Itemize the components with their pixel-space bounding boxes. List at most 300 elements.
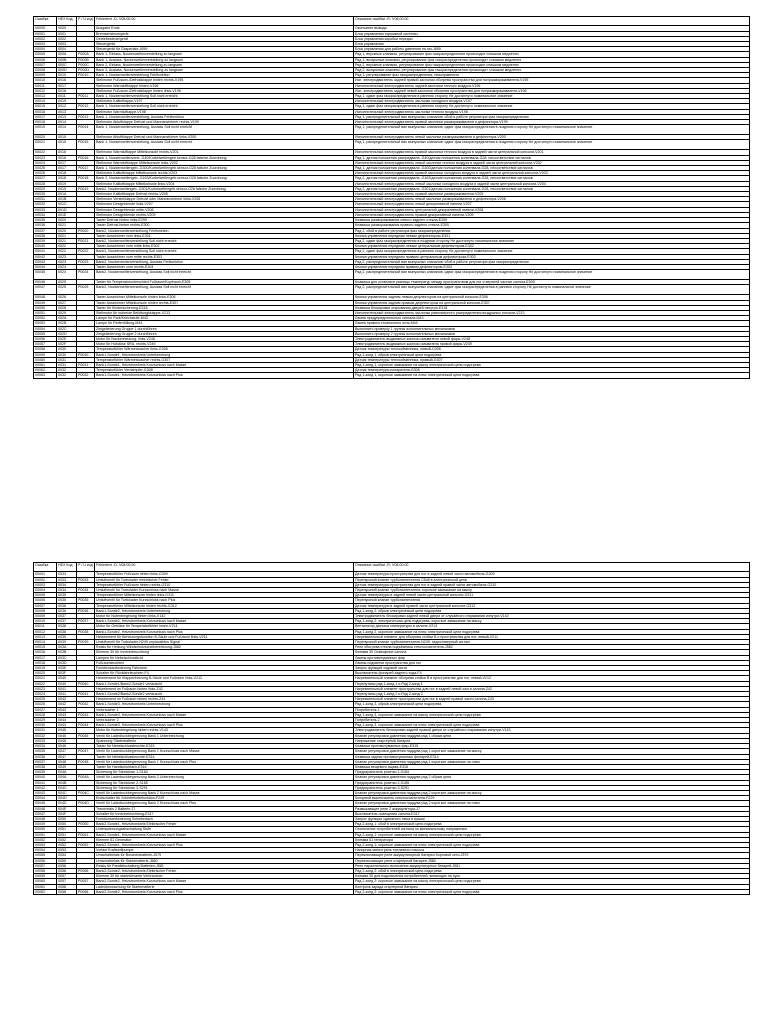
cell-de: Heizelement im Fußraum hinten links-Z42 bbox=[95, 686, 354, 691]
cell-ru: Исполнительный электродвигатель левой декоративной панели-V207 bbox=[354, 202, 750, 207]
cell-de: Taster Ausströmer vorn links-E301 bbox=[95, 233, 354, 238]
cell-hex: 0014 bbox=[57, 120, 77, 125]
cell-code: 00051 bbox=[34, 832, 57, 837]
cell-hex: 0035 bbox=[57, 598, 77, 603]
cell-code: 00013 bbox=[34, 634, 57, 639]
cell-pu: P0030 bbox=[77, 352, 95, 357]
cell-hex: 0039 bbox=[57, 640, 77, 645]
cell-code: 00045 bbox=[34, 270, 57, 280]
cell-ru: Клапан регулировки давления наддува ряд 1 обрыв цепи bbox=[354, 733, 750, 738]
cell-ru: Клавиша блокировки открывания дверей изнутри-E318 bbox=[354, 305, 750, 310]
cell-code: 00047 bbox=[34, 811, 57, 816]
cell-hex: 0030 bbox=[57, 347, 77, 352]
header-ru: Описание ошибки -R- V08.00.00 bbox=[354, 17, 750, 26]
cell-de: Stellmotor Fußraum-/Defrostklappe hinten links-V196 bbox=[95, 88, 354, 93]
cell-de: Lampe für Park/Kriechstufe-M43 bbox=[95, 316, 354, 321]
cell-code: 00043 bbox=[34, 259, 57, 264]
cell-code: 00024 bbox=[34, 160, 57, 165]
cell-ru: Перепускной клапан турбонагнетателя bbox=[354, 598, 750, 603]
table-row bbox=[34, 373, 750, 378]
cell-hex: 0046 bbox=[57, 738, 77, 743]
cell-code: 00021 bbox=[34, 140, 57, 150]
cell-pu: P0057 bbox=[77, 879, 95, 884]
cell-de: Bank 1, Nockenwellenverst.-G40/Kurbelwellengeb.sensor-G28 falsche Zuordnung bbox=[95, 155, 354, 160]
cell-pu: P0011 bbox=[77, 94, 95, 99]
header-code: Ошибка bbox=[34, 17, 57, 26]
cell-hex: 002D bbox=[57, 331, 77, 336]
cell-code: 00019 bbox=[34, 125, 57, 135]
cell-hex: 0015 bbox=[57, 135, 77, 140]
cell-ru: Перепутаны ряд 1-зонд 2 и Ряд 2-зонд 2 bbox=[354, 692, 750, 697]
cell-de: Temperaturfühler Mittelkonsole hinten links-G311 bbox=[95, 593, 354, 598]
cell-pu: P0044 bbox=[77, 723, 95, 728]
cell-code: 00055 bbox=[34, 331, 57, 336]
cell-hex: 0031 bbox=[57, 357, 77, 362]
cell-ru: Клапан регулировки давления наддува ряд 2 короткое замыкание на массу bbox=[354, 790, 750, 795]
cell-code: 00006 bbox=[34, 598, 57, 603]
cell-de: Motor für Gebläse für Temperaturfühler innen-V214 bbox=[95, 624, 354, 629]
cell-code: 00000 bbox=[34, 26, 57, 31]
cell-ru: Электродвигатель выдвижных жалюзи омывателя левой фары-V248 bbox=[354, 336, 750, 341]
cell-hex: 0024 bbox=[57, 270, 77, 280]
cell-ru: Исполнительный электродвигатель левой заслонки размораживателя и дефлектора-V206 bbox=[354, 197, 750, 202]
cell-hex: 003B bbox=[57, 650, 77, 655]
cell-ru: Ряд 2, распределительный вал выпускных клапанов: сдвиг фаз газораспределения в позднюю сторону Не достигнуто номинальное значение bbox=[354, 270, 750, 280]
cell-de: Umluftventil für Turbolader Kurzschluss nach Plus bbox=[95, 598, 354, 603]
cell-code: 00035 bbox=[34, 749, 57, 754]
cell-pu: P0034 bbox=[77, 588, 95, 593]
cell-ru: Ряд 2, впускные клапаны, регулирование фаз газораспределения происходит слишком медленно bbox=[354, 62, 750, 67]
cell-ru: Ряд 2-зонд 2: короткое замыкание на массу электрической цепи подогрева bbox=[354, 879, 750, 884]
cell-code: 00007 bbox=[34, 603, 57, 608]
cell-pu: P0038 bbox=[77, 629, 95, 634]
cell-code: 00043 bbox=[34, 790, 57, 795]
cell-code: 00042 bbox=[34, 785, 57, 790]
cell-pu: P0036 bbox=[77, 608, 95, 613]
cell-hex: 0056 bbox=[57, 868, 77, 873]
cell-ru: Клавиша противотуманных фар-E315 bbox=[354, 744, 750, 749]
cell-de: Bank 1, Auslass, Nockenwellenverstellung zu langsam bbox=[95, 57, 354, 62]
cell-hex: 004D bbox=[57, 801, 77, 806]
cell-de: Stellmotor Verstellklappe Defrost oder Mannanströmer links-V206 bbox=[95, 197, 354, 202]
cell-code: 00058 bbox=[34, 868, 57, 873]
cell-code: 00003 bbox=[34, 42, 57, 47]
cell-hex: 004C bbox=[57, 785, 77, 790]
cell-de: Bank2, Nockenwellengeb.-G301/Kurbelwellengeb.sensor-G28 falsche Zuordnung bbox=[95, 186, 354, 191]
cell-hex: 000A bbox=[57, 52, 77, 57]
cell-ru: Потребитель 1 bbox=[354, 707, 750, 712]
cell-code: 00004 bbox=[34, 47, 57, 52]
cell-de: Ventil für Ladedruckbegrenzung Bank 1 Unterbrechung bbox=[95, 733, 354, 738]
cell-hex: 000B bbox=[57, 57, 77, 62]
cell-ru: Лампы противотуманных фар bbox=[354, 655, 750, 660]
cell-code: 00050 bbox=[34, 827, 57, 832]
cell-code: 00016 bbox=[34, 650, 57, 655]
cell-ru: Датчик температуры теплообменника, правый-G307 bbox=[354, 357, 750, 362]
cell-code: 00022 bbox=[34, 681, 57, 686]
cell-hex: 0033 bbox=[57, 572, 77, 577]
cell-ru: Кнопка управления передним правым дефлектором-E304 bbox=[354, 264, 750, 269]
cell-hex: 002B bbox=[57, 321, 77, 326]
cell-pu: P0024 bbox=[77, 270, 95, 280]
cell-de: Temperaturfühler Wärmetauscher rechts-G307 bbox=[95, 357, 354, 362]
cell-code: 00033 bbox=[34, 207, 57, 212]
cell-ru: Исполнительный электродвигатель левой заслонки теплого воздуха в задней части центральной консоли-V202 bbox=[354, 160, 750, 165]
cell-de: Taster für Nebelschlussleuchte-E314 bbox=[95, 754, 354, 759]
cell-ru: Нагревательный элемент обогрева стойки B в пространстве для ног, левый-V212 bbox=[354, 676, 750, 681]
table-row bbox=[34, 125, 750, 135]
cell-hex: 003A bbox=[57, 645, 77, 650]
cell-pu: P0039 bbox=[77, 640, 95, 645]
cell-code: 00024 bbox=[34, 692, 57, 697]
cell-hex: 0041 bbox=[57, 686, 77, 691]
cell-code: 00015 bbox=[34, 104, 57, 109]
header-code: Ошибка bbox=[34, 563, 57, 572]
cell-hex: 0038 bbox=[57, 624, 77, 629]
cell-ru: Исп. электродвигатель задней правой заслонки обогрева пространства для ног/размораживателя-V195 bbox=[354, 78, 750, 83]
table-header-row bbox=[34, 17, 750, 26]
cell-de: Umluftventil für Turbolader elektrischer Fehler bbox=[95, 577, 354, 582]
cell-de: Umluftventil für Turbolader Kurzschluss nach Masse bbox=[95, 588, 354, 593]
cell-hex: 0017 bbox=[57, 166, 77, 171]
cell-ru: Ряд 2-зонд 1: сбой в электрической цепи подогрева bbox=[354, 822, 750, 827]
cell-de: Bank2-Sonde2, Heizstromkreis Kurzschluss nach Masse bbox=[95, 879, 354, 884]
cell-de: Lampe für Reifenfüllung-M44 bbox=[95, 321, 354, 326]
cell-code: 00057 bbox=[34, 342, 57, 347]
cell-code: 00023 bbox=[34, 155, 57, 160]
cell-ru: Реле параллельного включения аккумуляторных батарей-J581 bbox=[354, 863, 750, 868]
cell-hex: 0004 bbox=[57, 47, 77, 52]
table-page-1 bbox=[33, 16, 734, 379]
cell-hex: 0025 bbox=[57, 280, 77, 285]
cell-de: Ventil für Ladedruckbegrenzung Bank 2 Kurzschluss nach Masse bbox=[95, 790, 354, 795]
cell-hex: 0031 bbox=[57, 362, 77, 367]
cell-code: 00002 bbox=[34, 577, 57, 582]
cell-hex: 0023 bbox=[57, 259, 77, 264]
cell-de: Sicherung für Steckdose 1-S184 bbox=[95, 770, 354, 775]
cell-code: 00039 bbox=[34, 770, 57, 775]
cell-ru: Ряд 1, распределительный вал выпускных клапанов: сдвиг фаз газораспределения в позднюю сторону Не достигнуто номинальное значение bbox=[354, 125, 750, 135]
cell-ru: Исполнительный электродвигатель правой заслонки холодного воздуха в задней части центральной консоли-V203 bbox=[354, 171, 750, 176]
cell-code: 00041 bbox=[34, 780, 57, 785]
cell-hex: 0010 bbox=[57, 73, 77, 78]
cell-hex: 0015 bbox=[57, 140, 77, 150]
cell-ru: Перепутаны ряд 1-зонд 1 и Ряд 2-зонд 1 bbox=[354, 681, 750, 686]
cell-hex: 0051 bbox=[57, 827, 77, 832]
cell-de: Temperaturfühler Fußraum hinten rechts-G310 bbox=[95, 582, 354, 587]
cell-ru: Предохранитель розетки 3-S291 bbox=[354, 785, 750, 790]
cell-de: Bank1-Sonde2, Heizstromkreis Unterbrechung bbox=[95, 608, 354, 613]
cell-ru: Исп. электродвигатель задней левой заслонки обогрева пространства для ног/размораживателя-V196 bbox=[354, 88, 750, 93]
cell-code: 00061 bbox=[34, 362, 57, 367]
cell-de: Bank1-Sonde1, Heizstromkreis Kurzschluss nach Masse bbox=[95, 362, 354, 367]
table-row bbox=[34, 889, 750, 894]
cell-ru: Кнопка управления передним левым дефлектором-E301 bbox=[354, 233, 750, 238]
header-pu: P / U код bbox=[77, 17, 95, 26]
cell-de: Ventil für Ladedruckbegrenzung Bank 1 Kurzschluss nach Plus bbox=[95, 759, 354, 764]
cell-code: 00062 bbox=[34, 368, 57, 373]
cell-hex: 0043 bbox=[57, 712, 77, 717]
cell-ru: Напорная магистраль топливного насоса bbox=[354, 848, 750, 853]
cell-de: Ventil für Ladedruckbegrenzung Bank 2 Unterbrechung bbox=[95, 775, 354, 780]
cell-pu: P0058 bbox=[77, 889, 95, 894]
cell-ru: Клавиша размораживания левого заднего стекла-E299 bbox=[354, 218, 750, 223]
cell-pu: P000B bbox=[77, 57, 95, 62]
cell-code: 00002 bbox=[34, 36, 57, 41]
cell-hex: 000C bbox=[57, 62, 77, 67]
cell-code: 00036 bbox=[34, 223, 57, 228]
cell-pu: P0017 bbox=[77, 166, 95, 171]
cell-pu: P0056 bbox=[77, 868, 95, 873]
cell-ru: Электродвигатель блокировки задней левой двери от случайного открывания изнутри-V142 bbox=[354, 614, 750, 619]
cell-ru: Клемма 30 для подключения потребителей, влияющих на пуск bbox=[354, 874, 750, 879]
cell-de: Bank 2, Nockenwellengeb.-G163/Kurbelwellengeb.sensor-G28 falsche Zuordnung bbox=[95, 176, 354, 181]
cell-ru: Напряжение стартерной батареи bbox=[354, 738, 750, 743]
cell-pu: P0040 bbox=[77, 681, 95, 686]
cell-pu: P004A bbox=[77, 775, 95, 780]
cell-code: 00049 bbox=[34, 822, 57, 827]
cell-code: 00032 bbox=[34, 202, 57, 207]
cell-hex: 0042 bbox=[57, 697, 77, 702]
cell-hex: 004A bbox=[57, 775, 77, 780]
cell-de: Taster für Kindersicherung-E318 bbox=[95, 305, 354, 310]
cell-ru: Датчик температуры в задней левой части центральной консоли-G311 bbox=[354, 593, 750, 598]
cell-code: 00054 bbox=[34, 326, 57, 331]
cell-de: Bank2-Sonde1, Heizstromkreis Kurzschluss nach Masse bbox=[95, 832, 354, 837]
cell-ru: Вентилятор датчика температуры в салоне-V214 bbox=[354, 624, 750, 629]
cell-ru: Исполнительный электродвигатель правой заслонки размораживателя-V205 bbox=[354, 192, 750, 197]
cell-pu: P0033 bbox=[77, 577, 95, 582]
cell-code: 00030 bbox=[34, 192, 57, 197]
error-table-2 bbox=[33, 562, 750, 895]
cell-code: 00001 bbox=[34, 31, 57, 36]
cell-de: Umschaltrelais für Bordnetzbatterie-J579 bbox=[95, 853, 354, 858]
cell-code: 00046 bbox=[34, 806, 57, 811]
cell-hex: 0050 bbox=[57, 816, 77, 821]
cell-ru: Клавиша задних противотуманных фонарей-E314 bbox=[354, 754, 750, 759]
cell-ru: Ряд 2, сбой в работе регулятора фаз газораспределения bbox=[354, 228, 750, 233]
cell-de: Bank2, Nockenwellenverstellung Soll nicht erreicht bbox=[95, 249, 354, 254]
cell-code: 00001 bbox=[34, 572, 57, 577]
cell-code: 00005 bbox=[34, 593, 57, 598]
table-row bbox=[34, 285, 750, 295]
cell-code: 00014 bbox=[34, 99, 57, 104]
cell-ru: Исполнительный электродвигатель правой заслонки размораживателя и дефлектора-V199 bbox=[354, 120, 750, 125]
cell-ru: Исполнительный электродвигатель левой заслонки холодного воздуха в задней части центральной консоли-V204 bbox=[354, 181, 750, 186]
cell-ru: Перепускной клапан турбонагнетателя Сбой в электрической цепи bbox=[354, 577, 750, 582]
cell-ru: Клапан регулировки давления наддува ряд 2 обрыв цепи bbox=[354, 775, 750, 780]
cell-ru: Ряд 2, выпускные клапаны, регулирование фаз газораспределения происходит слишком медленно bbox=[354, 68, 750, 73]
cell-hex: 0016 bbox=[57, 155, 77, 160]
cell-de: Motor für Nackenheizung, links-V248 bbox=[95, 336, 354, 341]
cell-hex: 0055 bbox=[57, 858, 77, 863]
cell-ru: Датчик температуры пространства для ног в задней правой части автомобиля-G310 bbox=[354, 582, 750, 587]
cell-de: Stellmotor Warmluftklappe hinten-V196 bbox=[95, 83, 354, 88]
cell-ru: Ряд 2-зонд 2: короткое замыкание на плюс электрической цепи подогрева bbox=[354, 889, 750, 894]
cell-code: 00033 bbox=[34, 738, 57, 743]
cell-ru: Исполнительный электродвигатель левой заслонки размораживателя и дефлектора-V200 bbox=[354, 135, 750, 140]
cell-ru: Предохранитель розетки 2-S185 bbox=[354, 780, 750, 785]
cell-de: Taster Defrost hinten links-E299 bbox=[95, 218, 354, 223]
cell-code: 00029 bbox=[34, 186, 57, 191]
cell-ru: Ряд 1-зонд 3, обрыв электрической цепи подогрева bbox=[354, 702, 750, 707]
cell-pu: P0023 bbox=[77, 259, 95, 264]
cell-de: Taster Ausströmer Mittelkonsole hinten links-E306 bbox=[95, 295, 354, 300]
cell-de: Trennrelais 2 Batterie-J7 bbox=[95, 806, 354, 811]
cell-hex: 0021 bbox=[57, 233, 77, 238]
cell-ru: Кнопка управления задним правым дефлектором на центральной консоли-E307 bbox=[354, 300, 750, 305]
cell-code: 00031 bbox=[34, 728, 57, 733]
cell-code: 00052 bbox=[34, 837, 57, 842]
cell-hex: 0014 bbox=[57, 125, 77, 135]
cell-de: Heizelement im Fußraum hinten rechts-Z43 bbox=[95, 697, 354, 702]
cell-code: 00027 bbox=[34, 176, 57, 181]
cell-ru: Кнопка управления задним левым дефлектором на центральной консоли-E306 bbox=[354, 295, 750, 300]
cell-de: Bank 1, Nockenwellenverstellung, Auslass Fehlfunktion bbox=[95, 114, 354, 119]
cell-hex: 0013 bbox=[57, 109, 77, 114]
cell-ru: Ряд 1-зонд 1, короткое замыкание на массу электрической цепи подогрева bbox=[354, 362, 750, 367]
cell-de: Taster Defrost hinten rechts-E300 bbox=[95, 223, 354, 228]
cell-hex: 0041 bbox=[57, 692, 77, 697]
cell-code: 00059 bbox=[34, 352, 57, 357]
cell-ru: Перепускной клапан турбонагнетателя: короткое замыкание на массу bbox=[354, 588, 750, 593]
table-row bbox=[34, 140, 750, 150]
cell-code: 00039 bbox=[34, 238, 57, 243]
cell-de: Taster Ausströmer vorn mitte links-E302 bbox=[95, 244, 354, 249]
cell-hex: 004F bbox=[57, 811, 77, 816]
cell-code: 00010 bbox=[34, 619, 57, 624]
cell-ru: Ряд 2, распределительный вал выпускных клапанов: сбой в работе регулятора фаз газораспределения bbox=[354, 259, 750, 264]
cell-de: Taster für Handschuhfach-E316 bbox=[95, 764, 354, 769]
cell-ru: Выполнить проверку 2 группы исполнительных механизмов bbox=[354, 331, 750, 336]
cell-ru: Исполнительный электродвигатель правой декоративной панели-V209 bbox=[354, 212, 750, 217]
header-hex: HEX Код bbox=[57, 563, 77, 572]
cell-code: 00030 bbox=[34, 723, 57, 728]
cell-de: Bank1-Sonde1, Heizstromkreis Kurzschluss nach Plus bbox=[95, 373, 354, 378]
cell-hex: 0039 bbox=[57, 634, 77, 639]
cell-hex: 0052 bbox=[57, 837, 77, 842]
cell-hex: 0018 bbox=[57, 88, 77, 93]
cell-de: Taster für Nebelschlussleuchte-E315 bbox=[95, 744, 354, 749]
cell-code: 00038 bbox=[34, 764, 57, 769]
cell-ru: Ряд 2-зонд 1: короткое замыкание на массу электрической цепи подогрева bbox=[354, 832, 750, 837]
cell-code: 00037 bbox=[34, 228, 57, 233]
cell-hex: 0053 bbox=[57, 848, 77, 853]
cell-pu: P0022 bbox=[77, 249, 95, 254]
cell-code: 00027 bbox=[34, 707, 57, 712]
cell-ru: Ряд 2, датчик положения распредвала -G301/датчик положения коленвала-G28, несоответствие сигналов bbox=[354, 186, 750, 191]
cell-code: 00055 bbox=[34, 853, 57, 858]
cell-pu: P0048 bbox=[77, 759, 95, 764]
cell-de: Sicherung für Steckdose 3-S291 bbox=[95, 785, 354, 790]
cell-de: Stellmotor für indirekte Belüftungsklappe-V213 bbox=[95, 310, 354, 315]
cell-de: Bank1-Sonde3, Heizstromkreis Kurzschluss nach Plus bbox=[95, 723, 354, 728]
cell-de: Bank2-Sonde2, Heizstromkreis Elektrischer Fehler bbox=[95, 868, 354, 873]
cell-code: 00034 bbox=[34, 212, 57, 217]
cell-ru: Нагревательный элемент пространства для ног в задней левой части салона-Z42 bbox=[354, 686, 750, 691]
cell-hex: 001B bbox=[57, 197, 77, 202]
cell-hex: 0033 bbox=[57, 577, 77, 582]
cell-ru: Исполнительный электродвигатель заслонки теплого воздуха-V198 bbox=[354, 109, 750, 114]
cell-ru: Клапан регулировки давления наддува ряд 2 короткое замыкание на плюс bbox=[354, 801, 750, 806]
cell-de: Bank 2, Auslass, Nockenwellenverstellung zu langsam bbox=[95, 68, 354, 73]
cell-de: Stellmotor Designblende mitte-V208 bbox=[95, 207, 354, 212]
cell-de: Funktionsanforderung Schiebedach bbox=[95, 816, 354, 821]
cell-code: 00063 bbox=[34, 373, 57, 378]
cell-ru: Ряд 1-зонд 2: обрыв электрической цепи подогрева bbox=[354, 608, 750, 613]
cell-code: 00044 bbox=[34, 264, 57, 269]
cell-code: 00005 bbox=[34, 52, 57, 57]
cell-de: Bank1-Sonde2/Bank2-Sonde2 vertauscht bbox=[95, 692, 354, 697]
cell-code: 00058 bbox=[34, 347, 57, 352]
cell-ru: Ряд 1, распределительный вал выпускных клапанов: сбой в работе регулятора фаз газораспределения bbox=[354, 114, 750, 119]
cell-de: Bank2-Sonde1, Heizstromkreis Elektrischer Fehler bbox=[95, 822, 354, 827]
cell-hex: 0018 bbox=[57, 171, 77, 176]
cell-code: 00015 bbox=[34, 645, 57, 650]
cell-code: 00040 bbox=[34, 244, 57, 249]
cell-ru: Блок управления коробки передач bbox=[354, 36, 750, 41]
cell-de: Bank2, Nockenwellenverstellung Soll nicht erreicht bbox=[95, 238, 354, 243]
cell-hex: 0045 bbox=[57, 733, 77, 738]
cell-hex: 0019 bbox=[57, 181, 77, 186]
cell-de: Steuergerät bbox=[95, 42, 354, 47]
cell-code: 00020 bbox=[34, 135, 57, 140]
cell-code: 00009 bbox=[34, 614, 57, 619]
cell-de: Unterspannungsabschaltung Stufe bbox=[95, 827, 354, 832]
cell-hex: 0018 bbox=[57, 176, 77, 181]
cell-code: 00052 bbox=[34, 316, 57, 321]
cell-ru: Нагревательный элемент для обогрева стойки B и пространства для ног, левый-V211 bbox=[354, 634, 750, 639]
cell-ru: Ряд 2, распределительный вал выпускных клапанов: сдвиг фаз газораспределения в раннюю сторону Не достигнуто номинальное значение bbox=[354, 285, 750, 295]
cell-code: 00035 bbox=[34, 218, 57, 223]
cell-hex: 000D bbox=[57, 68, 77, 73]
cell-ru: Электродвигатель блокировки задней правой двери от случайного открывания изнутри-V143 bbox=[354, 728, 750, 733]
cell-ru: Запрос функций ходовой части bbox=[354, 666, 750, 671]
cell-code: 00047 bbox=[34, 285, 57, 295]
cell-de: Umluftventil für Turbolader-N249 unplausibles Signal bbox=[95, 640, 354, 645]
cell-hex: 0057 bbox=[57, 874, 77, 879]
cell-de: Bank2-Sonde2, Heizstromkreis Kurzschluss nach Plus bbox=[95, 889, 354, 894]
cell-de: Bank2, Nockenwellenverstellung Fehlfunktion bbox=[95, 228, 354, 233]
cell-hex: 0026 bbox=[57, 295, 77, 300]
cell-hex: 0052 bbox=[57, 842, 77, 847]
cell-code: 00009 bbox=[34, 73, 57, 78]
cell-code: 00056 bbox=[34, 336, 57, 341]
cell-code: 00017 bbox=[34, 114, 57, 119]
cell-de: Bremsensteuergerät bbox=[95, 31, 354, 36]
cell-hex: 0040 bbox=[57, 681, 77, 686]
cell-hex: 0017 bbox=[57, 160, 77, 165]
cell-de: Bank2, Nockenwellenverstellung, Auslass Fehlfunktion bbox=[95, 259, 354, 264]
cell-ru: Лампы подсветки пространства для ног bbox=[354, 660, 750, 665]
cell-code: 00021 bbox=[34, 676, 57, 681]
cell-pu: P0041 bbox=[77, 692, 95, 697]
cell-pu: P0037 bbox=[77, 619, 95, 624]
cell-pu: P0021 bbox=[77, 238, 95, 243]
cell-code: 00025 bbox=[34, 697, 57, 702]
cell-hex: 004C bbox=[57, 790, 77, 795]
cell-de: Bank1-Sonde2, Heizstromkreis Kurzschluss nach Masse bbox=[95, 619, 354, 624]
cell-hex: 002F bbox=[57, 342, 77, 347]
cell-code: 00003 bbox=[34, 582, 57, 587]
cell-pu: P0042 bbox=[77, 702, 95, 707]
cell-code: 00049 bbox=[34, 300, 57, 305]
cell-de: Heizelement für Klappenheizung B-Säule und Fußraum links-V212 bbox=[95, 676, 354, 681]
cell-hex: 0037 bbox=[57, 614, 77, 619]
cell-code: 00019 bbox=[34, 666, 57, 671]
cell-hex: 0001 bbox=[57, 31, 77, 36]
cell-de: Motor für Notentriegelung hinten links-V142 bbox=[95, 614, 354, 619]
